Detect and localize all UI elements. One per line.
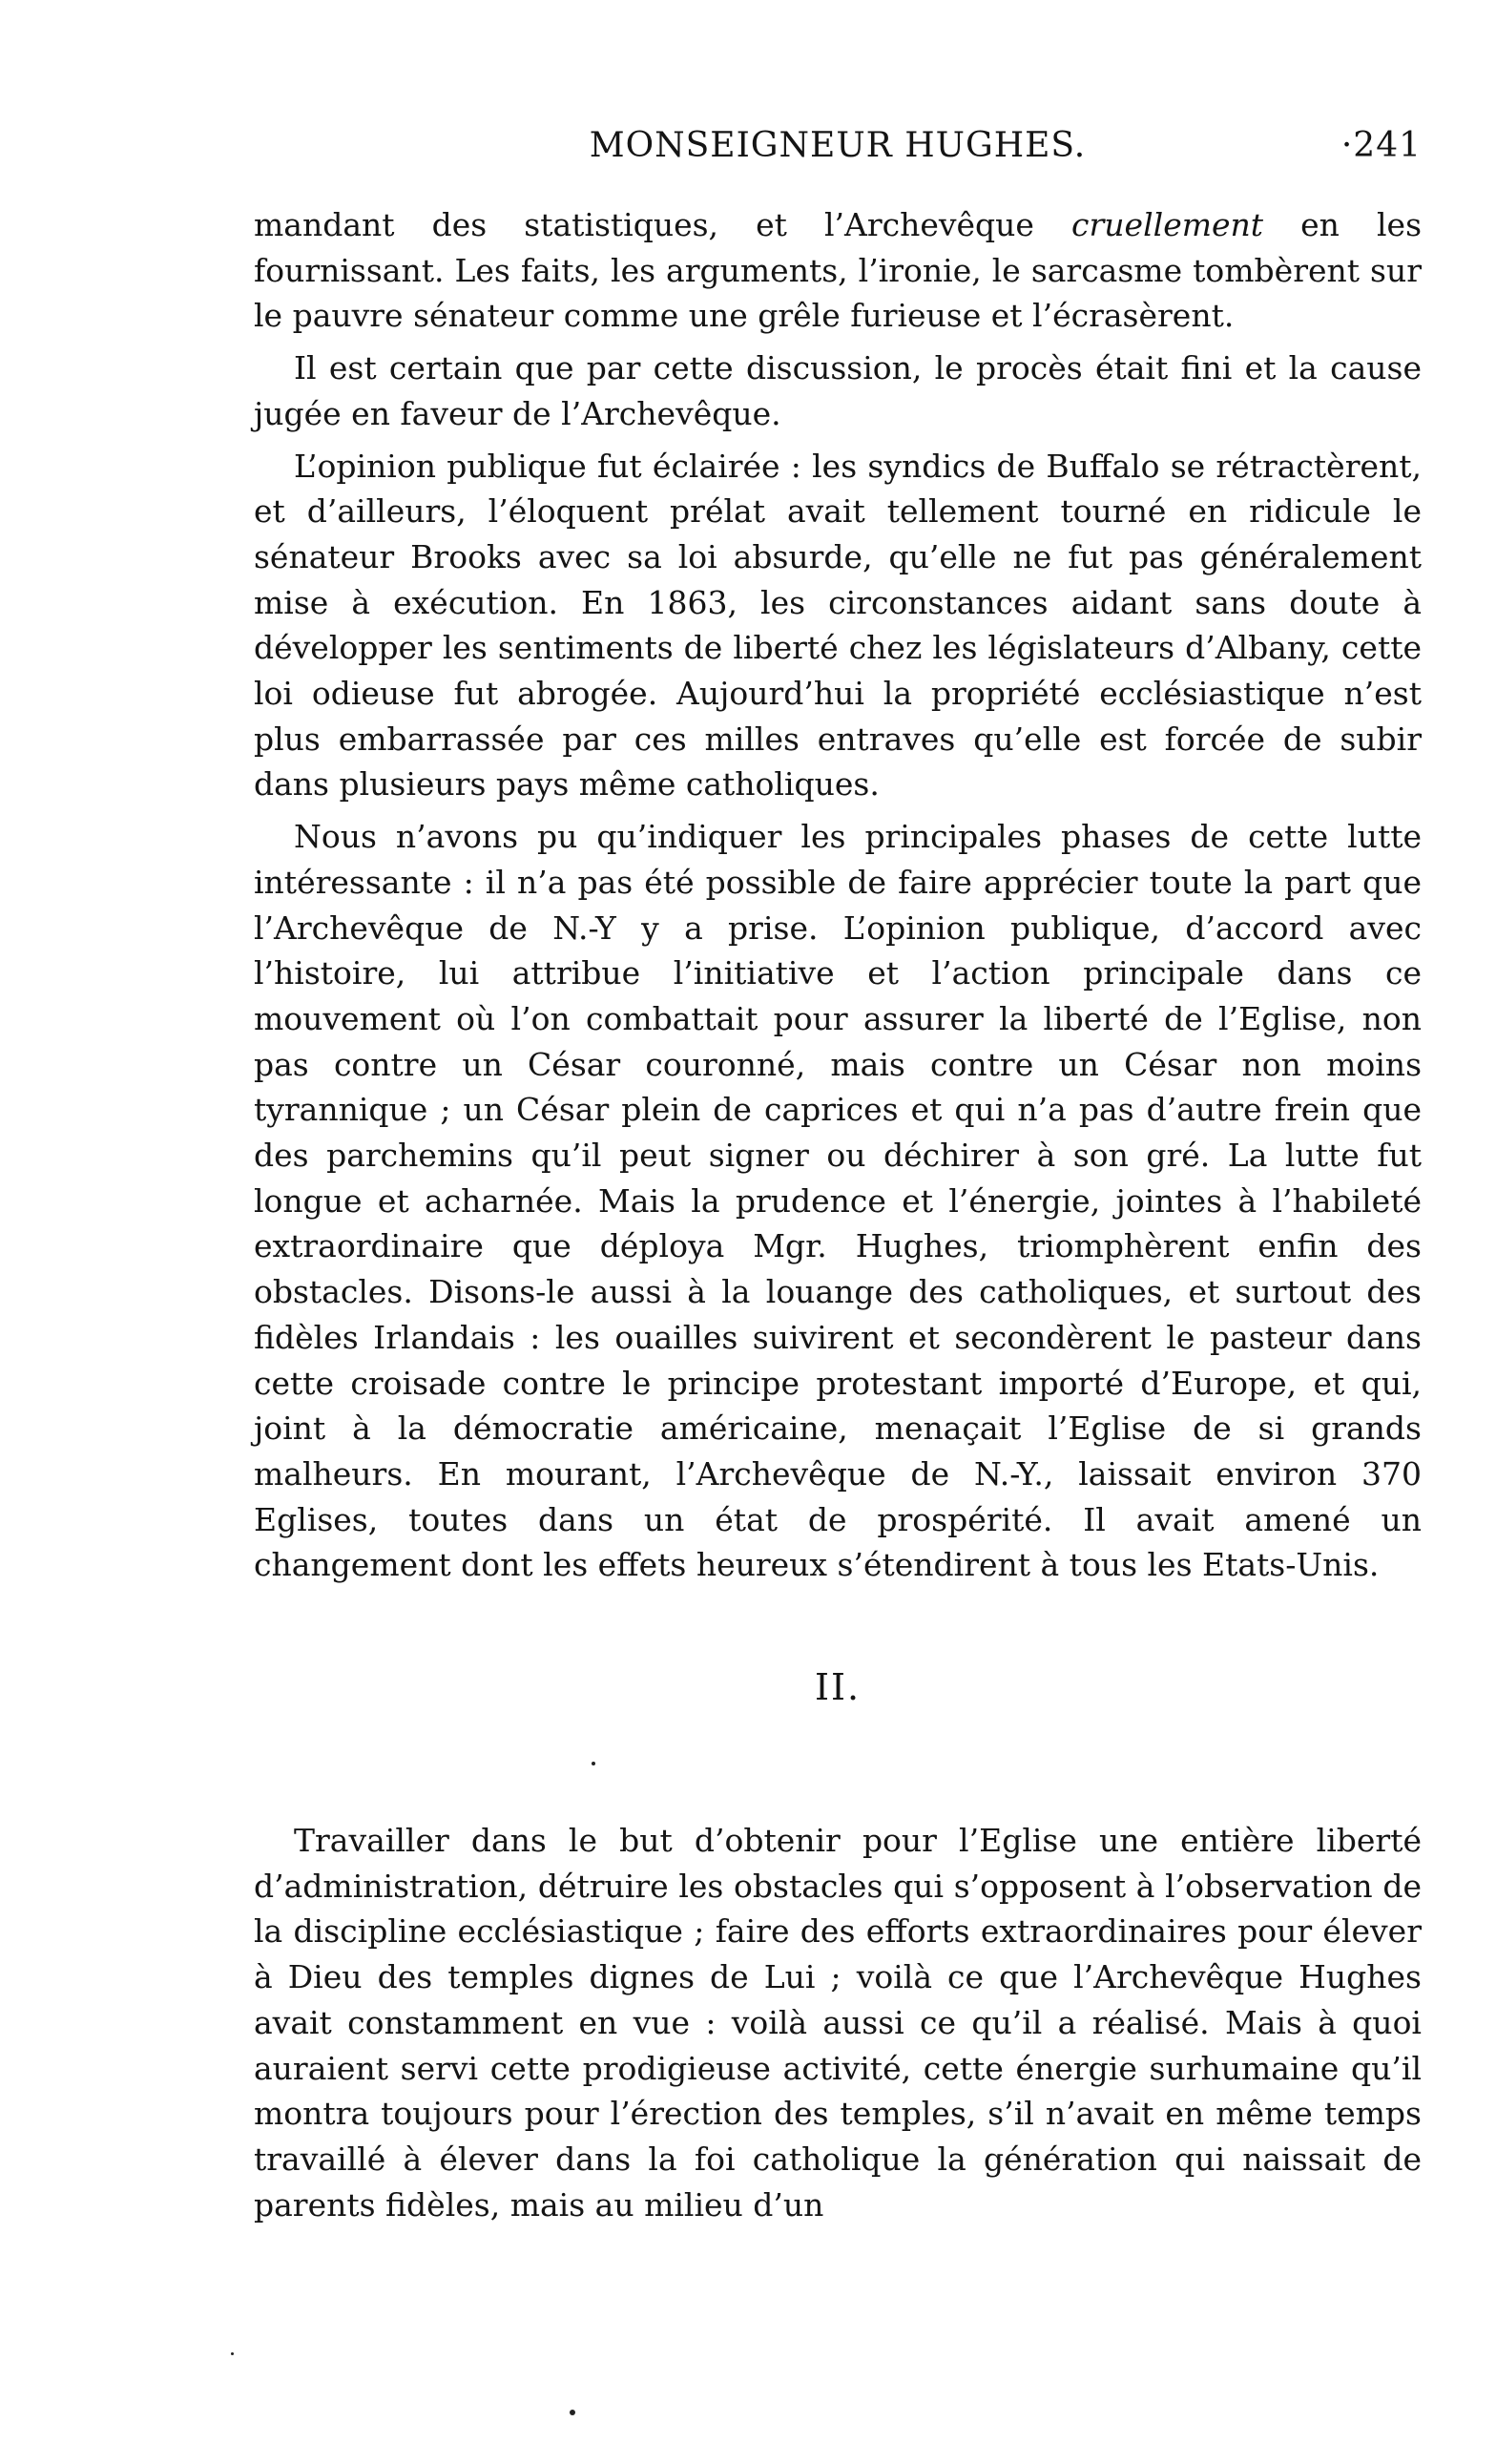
paragraph-1 [254,202,1422,339]
section-body [254,1818,1422,2234]
paragraph-4: Nous n’avons pu qu’indiquer les principales phases de cette lutte intéressante : il n’a pas été possible de faire apprécier toute la part que l’Archevêque de N.-Y y a prise. L’opinion publique, d’accord avec l’histoire, lui attribue l’initiative et l’action principale dans ce mouvement où l’on combattait pour assurer la liberté de l’Eglise, non pas contre un César couronné, mais contre un César non moins tyrannique ; un César plein de caprices et qui n’a pas d’autre frein que des parchemins qu’il peut signer ou déchirer à son gré. La lutte fut longue et acharnée. Mais la prudence et l’énergie, jointes à l’habileté extraordinaire que déploya Mgr. Hughes, triomphèrent enfin des obstacles. Disons-le aussi à la louange des catholiques, et surtout des fidèles Irlandais : les ouailles suivirent et secondèrent le pasteur dans cette croisade contre le principe protestant importé d’Europe, et qui, joint à la démocratie américaine, menaçait l’Eglise de si grands malheurs. En mourant, l’Archevêque de N.-Y., laissait environ 370 Eglises, toutes dans un état de prospérité. Il avait amené un changement dont les effets heureux s’étendirent à tous les Etats-Unis. [254,818,1422,1584]
section-heading: II. [814,1666,862,1708]
paragraph-1-start: mandant des statistiques, et l’Archevêque [254,206,1072,243]
body-text [254,202,1422,1595]
print-speck [231,2352,234,2355]
emphasis-word: cruellement [1071,206,1264,243]
paragraph-1-end: en les fournissant. Les faits, les arguments, l’ironie, le sarcasme tombèrent sur le pauvre sénateur comme une grêle furieuse et l’écrasèrent. [254,206,1423,335]
section-paragraph: Travailler dans le but d’obtenir pour l’Eglise une entière liberté d’administration, détruire les obstacles qui s’opposent à l’observation de la discipline ecclésiastique ; faire des efforts extraordinaires pour élever à Dieu des temples dignes de Lui ; voilà ce que l’Archevêque Hughes avait constamment en vue : voilà aussi ce qu’il a réalisé. Mais à quoi auraient servi cette prodigieuse activité, cette énergie surhumaine qu’il montra toujours pour l’érection des temples, s’il n’avait en même temps travaillé à élever dans la foi catholique la génération qui naissait de parents fidèles, mais au milieu d’un [254,1822,1422,2224]
print-speck [570,2410,575,2415]
running-head [254,126,1422,174]
print-speck [592,1762,595,1765]
running-title: MONSEIGNEUR HUGHES. [589,126,1087,165]
page-number: ·241 [1340,126,1422,165]
paragraph-2: Il est certain que par cette discussion, le procès était fini et la cause jugée en faveur de l’Archevêque. [254,349,1422,432]
paragraph-3: L’opinion publique fut éclairée : les syndics de Buffalo se rétractèrent, et d’ailleurs, l’éloquent prélat avait tellement tourné en ridicule le sénateur Brooks avec sa loi absurde, qu’elle ne fut pas généralement mise à exécution. En 1863, les circonstances aidant sans doute à développer les sentiments de liberté chez les législateurs d’Albany, cette loi odieuse fut abrogée. Aujourd’hui la propriété ecclésiastique n’est plus embarrassée par ces milles entraves qu’elle est forcée de subir dans plusieurs pays même catholiques. [254,447,1422,804]
